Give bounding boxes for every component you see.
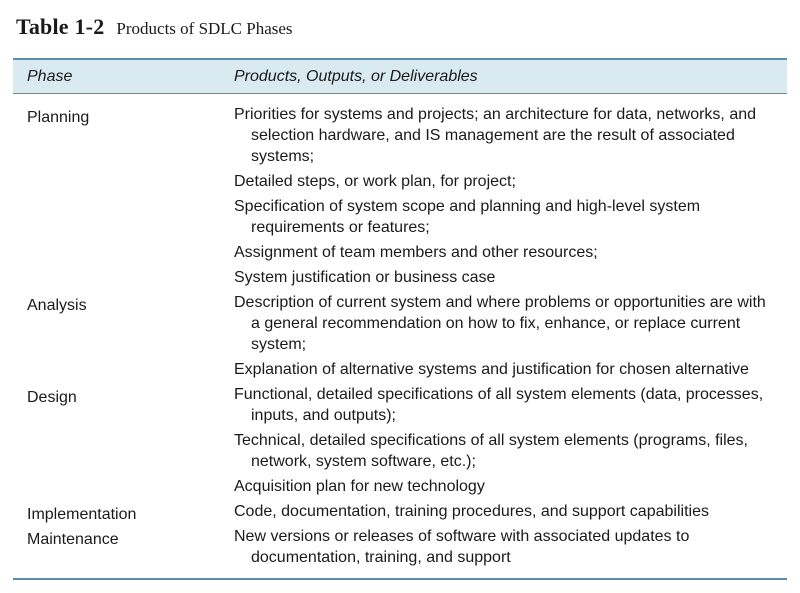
products-cell	[234, 384, 779, 497]
header-products: Products, Outputs, or Deliverables	[234, 68, 478, 85]
products-cell	[234, 292, 779, 380]
table-row-planning	[13, 104, 787, 288]
table-row-analysis	[13, 292, 787, 380]
product-item: Assignment of team members and other resources;	[234, 244, 598, 261]
product-item: System justification or business case	[234, 269, 496, 286]
phase-cell: Implementation	[27, 506, 137, 523]
table-header	[13, 60, 787, 93]
product-item: New versions or releases of software with associated updates to documentation, training, and support	[234, 528, 690, 566]
product-item: Specification of system scope and planning and high-level system requirements or features;	[234, 198, 701, 236]
table-number: Table 1-2	[16, 14, 105, 39]
product-item: Code, documentation, training procedures, and support capabilities	[234, 503, 709, 520]
sdlc-products-table	[13, 58, 787, 580]
table-row-implementation	[13, 501, 787, 522]
product-item: Detailed steps, or work plan, for project;	[234, 173, 516, 190]
table-bottom-rule	[13, 578, 787, 580]
phase-cell: Maintenance	[27, 531, 119, 548]
table-caption	[16, 14, 293, 40]
header-phase: Phase	[27, 68, 73, 85]
product-item: Technical, detailed specifications of all system elements (programs, files, network, system software, etc.);	[234, 432, 748, 470]
table-title: Products of SDLC Phases	[116, 19, 293, 38]
table-row-design	[13, 384, 787, 497]
table-row-maintenance	[13, 526, 787, 568]
phase-cell: Planning	[27, 109, 90, 126]
products-cell	[234, 501, 779, 522]
product-item: Explanation of alternative systems and justification for chosen alternative	[234, 361, 749, 378]
products-cell	[234, 526, 779, 568]
product-item: Priorities for systems and projects; an architecture for data, networks, and selection hardware, and IS management are the result of associated systems;	[234, 106, 757, 165]
product-item: Functional, detailed specifications of all system elements (data, processes, inputs, and outputs);	[234, 386, 764, 424]
product-item: Description of current system and where problems or opportunities are with a general recommendation on how to fix, enhance, or replace current system;	[234, 294, 766, 353]
table-body	[13, 94, 787, 578]
phase-cell: Analysis	[27, 297, 87, 314]
phase-cell: Design	[27, 389, 77, 406]
products-cell	[234, 104, 779, 288]
product-item: Acquisition plan for new technology	[234, 478, 485, 495]
